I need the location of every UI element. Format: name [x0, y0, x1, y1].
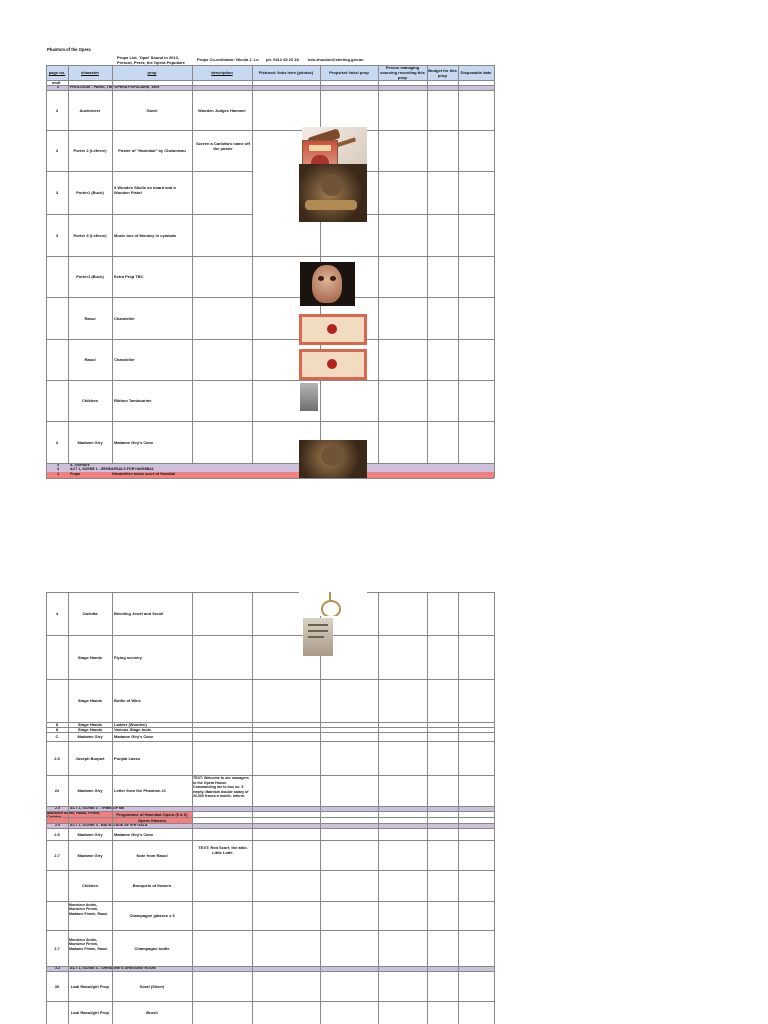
list-line2: Prescot, Perez, the Opera Populaire: [117, 60, 185, 65]
col-links: Props/set links/ prop: [329, 70, 369, 75]
sealed-letter-photo-1: [299, 314, 367, 345]
col-pictured: Pictured: links here (photos): [258, 70, 314, 75]
blank-row-label: mult: [52, 80, 61, 85]
pink1-character: Monsieur Andre, Raoul, Firmin, Carlotta: [47, 811, 101, 819]
sealed-letter-photo-2: [299, 349, 367, 380]
col-prop: prop: [147, 70, 157, 75]
music-box-photo: [299, 164, 367, 222]
col-person: Person managing sourcing recording this prop: [380, 65, 425, 80]
col-page-no: page no.: [48, 70, 66, 75]
section-band-think-of-me: 2.5 ACT 1, SCENE 2 - THINK OF ME: [46, 806, 494, 811]
col-character: character: [80, 70, 99, 75]
phone: ph. 0412 45 23 18: [266, 57, 299, 62]
col-description: description: [211, 70, 233, 75]
doc-title: Phantom of the Opera: [47, 47, 91, 52]
section-band-rehearsals: 4 ACT 1, SCENE 1 - REHEARSALS FOR HANNIBAL: [46, 467, 494, 472]
figurine-photo: [300, 383, 318, 411]
scroll-letter-photo: [303, 618, 333, 656]
pink2-prop: Opera Glasses: [137, 817, 167, 823]
col-disposable: Disposable date: [460, 70, 492, 75]
coordinator: Props Co-ordinator: Nicola J. Lo: [197, 57, 259, 62]
cane-photo: [299, 440, 367, 478]
section-band-overture: 4 A. Overture: [46, 463, 494, 467]
list-line1: Props List, 'Opal' Sound in 2013,: [117, 55, 179, 60]
section-band-prologue: 3 PROLOGUE - PARIS, THE OPERA POPULAIRE, 1905: [46, 85, 494, 90]
section-band-props-pink: 4 Props Handwritten music score of Hannibal: [46, 472, 494, 478]
section-band-dressing-room: 3.3 ACT 1, SCENE 4 - CHRISTINE'S DRESSING ROOM: [46, 966, 494, 971]
noose-photo: [299, 592, 367, 616]
skull-mask-photo: [300, 262, 355, 306]
pink1-prop: Programme of Hannibal Opera (5 & 6): [116, 811, 188, 817]
section-band-backstage: 2.5 ACT 1, SCENE 3 - BACKSTAGE AFTER GALA: [46, 823, 494, 828]
col-budget: Budget for this prop: [428, 67, 457, 78]
email: lulu.zhoulun@sterling.gov.au: [308, 57, 364, 62]
